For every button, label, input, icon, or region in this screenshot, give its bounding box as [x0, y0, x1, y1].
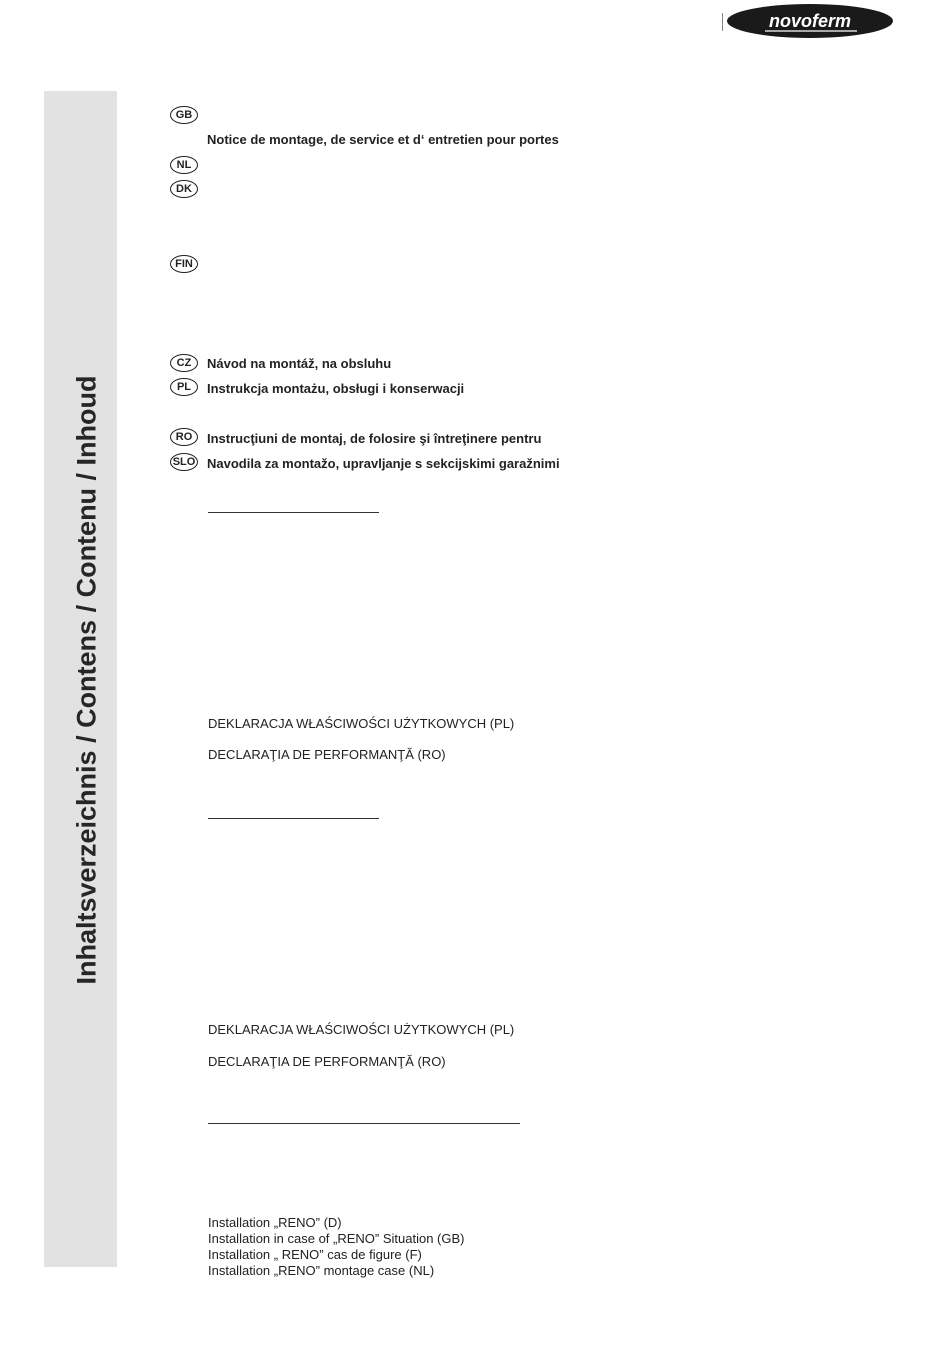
installation-gb: Installation in case of „RENO” Situation (GB) [208, 1231, 465, 1246]
logo-divider [722, 13, 723, 31]
language-badge-slo: SLO [170, 453, 198, 471]
language-badge-fin: FIN [170, 255, 198, 273]
manual-title-pl: Instrukcja montażu, obsługi i konserwacji [207, 381, 465, 396]
declaration-pl: DEKLARACJA WŁAŚCIWOŚCI UŻYTKOWYCH (PL) [208, 716, 515, 731]
language-badge-pl: PL [170, 378, 198, 396]
language-badge-dk: DK [170, 180, 198, 198]
installation-f: Installation „ RENO” cas de figure (F) [208, 1247, 422, 1262]
logo-text: novoferm [768, 11, 852, 31]
sidebar-title: Inhaltsverzeichnis / Contens / Contenu / Inhoud [71, 375, 102, 985]
installation-d: Installation „RENO” (D) [208, 1215, 342, 1230]
section-rule [208, 1123, 520, 1124]
declaration-ro: DECLARAŢIA DE PERFORMANŢĂ (RO) [208, 1054, 446, 1069]
section-rule [208, 818, 379, 819]
language-badge-ro: RO [170, 428, 198, 446]
declaration-ro: DECLARAŢIA DE PERFORMANŢĂ (RO) [208, 747, 446, 762]
installation-nl: Installation „RENO” montage case (NL) [208, 1263, 435, 1278]
novoferm-logo [727, 4, 893, 38]
manual-title-cz: Návod na montáž, na obsluhu [207, 356, 392, 371]
manual-title-ro: Instrucţiuni de montaj, de folosire şi întreţinere pentru [207, 431, 542, 446]
manual-title-slo: Navodila za montažo, upravljanje s sekcijskimi garažnimi [207, 456, 560, 471]
language-badge-cz: CZ [170, 354, 198, 372]
section-rule [208, 512, 379, 513]
manual-title-f: Notice de montage, de service et d‘ entretien pour portes [207, 132, 559, 147]
declaration-pl: DEKLARACJA WŁAŚCIWOŚCI UŻYTKOWYCH (PL) [208, 1022, 515, 1037]
language-badge-gb: GB [170, 106, 198, 124]
language-badge-nl: NL [170, 156, 198, 174]
